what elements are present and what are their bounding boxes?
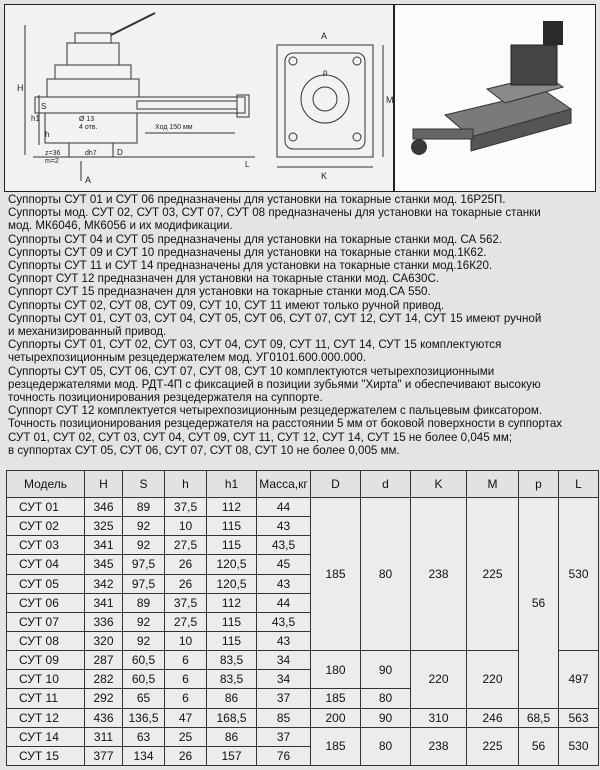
cell: 86 [207,727,257,746]
cell: СУТ 09 [7,651,85,670]
handwheel [237,95,249,117]
label-h: h [45,130,50,139]
cell: 134 [123,746,165,765]
cell: 341 [85,593,123,612]
header-m: M [467,471,519,498]
cell: 97,5 [123,574,165,593]
header-h1: h1 [207,471,257,498]
cell: 60,5 [123,651,165,670]
cell: 282 [85,670,123,689]
cell: 310 [411,708,467,727]
cell: 44 [257,498,311,517]
header-h: h [165,471,207,498]
cell: 68,5 [519,708,559,727]
label-m: m=2 [45,158,59,165]
cell: 43 [257,574,311,593]
cell: 287 [85,651,123,670]
cell: 34 [257,670,311,689]
cell: 43 [257,631,311,650]
label-d: D [117,148,123,157]
paragraph: Суппорты СУТ 01, СУТ 02, СУТ 03, СУТ 04, СУТ 09, СУТ 11, СУТ 14, СУТ 15 комплектуются четырехпозиционным резцедержателем мод. УГ0101.600.000.000. [8,338,502,365]
cell: 115 [207,631,257,650]
cell: 26 [165,746,207,765]
cell: 37 [257,727,311,746]
cell-merged: 225 [467,498,519,651]
cell: 97,5 [123,555,165,574]
cell: 436 [85,708,123,727]
cell: 6 [165,670,207,689]
photo-svg [395,5,595,191]
table-header-row [7,471,599,498]
cell: 115 [207,536,257,555]
paragraph: Суппорты СУТ 04 и СУТ 05 предназначены для установки на токарные станки мод. СА 562. [8,232,503,246]
header-model: Модель [7,471,85,498]
label-s: S [41,102,47,111]
top-view-hole-3 [289,133,297,141]
label-view-a: A [85,175,92,185]
cell: 83,5 [207,651,257,670]
cell-merged: 530 [559,727,599,765]
carriage-top [47,79,139,97]
cell-merged: 530 [559,498,599,651]
label-stroke: Ход 150 мм [155,124,193,131]
cell: 27,5 [165,536,207,555]
cell: 185 [311,689,361,708]
label-h1: h1 [31,114,40,123]
cell: 112 [207,498,257,517]
top-view-ring [301,75,349,123]
cell: 37 [257,689,311,708]
cell: 336 [85,612,123,631]
paragraph: Суппорт СУТ 15 предназначен для установки на токарные станки мод.СА 550. [8,285,431,299]
header-s: S [123,471,165,498]
cell: 27,5 [165,612,207,631]
cell-merged: 220 [411,651,467,708]
cell-merged: 185 [311,727,361,765]
cell: 26 [165,555,207,574]
cell-merged: 56 [519,727,559,765]
cell: 115 [207,517,257,536]
cell-merged: 90 [361,651,411,689]
paragraph: Суппорты мод. СУТ 02, СУТ 03, СУТ 07, СУТ 08 предназначены для установки на токарные станки мод. МК6046, МК6056 и их модификации. [8,206,541,233]
cell: 377 [85,746,123,765]
label-z: z=36 [45,150,61,157]
label-k: K [321,171,328,181]
cell: 320 [85,631,123,650]
cell-merged: 225 [467,727,519,765]
label-h-total: H [17,83,24,93]
paragraph: Суппорты СУТ 01 и СУТ 06 предназначены для установки на токарные станки мод. 16Р25П. [8,193,506,206]
feed-screw [137,101,237,109]
label-top-a: A [321,31,328,41]
header-d-outer: D [311,471,361,498]
cell: 26 [165,574,207,593]
cell: 92 [123,536,165,555]
header-p: p [519,471,559,498]
top-view-hole-4 [353,133,361,141]
cell: СУТ 10 [7,670,85,689]
cell: 86 [207,689,257,708]
header-h-total: H [85,471,123,498]
cell: 157 [207,746,257,765]
cell: 92 [123,612,165,631]
header-k: K [411,471,467,498]
cell: СУТ 15 [7,746,85,765]
product-photo [394,4,596,192]
header-d-inner: d [361,471,411,498]
paragraph: Точность позиционирования резцедержателя на расстоянии 5 мм от боковой поверхности в суппортах СУТ 01, СУТ 02, СУТ 03, СУТ 04, СУТ 09, СУТ 11, СУТ 12, СУТ 14, СУТ 15 не более 0,045 мм; в суппортах СУТ 05, СУТ 06, СУТ 07, СУТ 08, СУТ 10 не более 0,005 мм. [8,417,563,457]
carriage-base [35,97,245,113]
cell: 120,5 [207,555,257,574]
cell-merged: 238 [411,498,467,651]
cell: 89 [123,498,165,517]
cell: СУТ 08 [7,631,85,650]
paragraph: Суппорты СУТ 09 и СУТ 10 предназначены для установки на токарные станки мод.1К62. [8,245,487,259]
cell: 37,5 [165,498,207,517]
cell-merged: 80 [361,727,411,765]
cell-merged: 238 [411,727,467,765]
top-view-bore [313,87,337,111]
paragraph: Суппорты СУТ 11 и СУТ 14 предназначены для установки на токарные станки мод.16К20. [8,259,493,273]
cell: 47 [165,708,207,727]
drawing-svg [5,5,393,191]
cell-merged: 497 [559,651,599,708]
cell: 65 [123,689,165,708]
table-row [7,708,599,727]
label-l: L [245,160,250,169]
cell: СУТ 07 [7,612,85,631]
cell: СУТ 03 [7,536,85,555]
cell: 115 [207,612,257,631]
toolholder-shape [511,45,557,85]
cell: 80 [361,689,411,708]
spec-table [6,470,599,766]
cell: 342 [85,574,123,593]
cell: 85 [257,708,311,727]
table-row [7,651,599,670]
cell: 6 [165,689,207,708]
label-dh7: dh7 [85,150,97,157]
description-text [8,193,598,457]
cell: СУТ 11 [7,689,85,708]
cell: 136,5 [123,708,165,727]
cell: 37,5 [165,593,207,612]
label-holes: 4 отв. [79,124,98,131]
label-m-dim: M [386,95,393,105]
cell: 346 [85,498,123,517]
cell: 25 [165,727,207,746]
cell: 83,5 [207,670,257,689]
paragraph: Суппорт СУТ 12 комплектуется четырехпозиционным резцедержателем с пальцевым фиксатором. [8,404,543,418]
tool-post-body [67,43,119,65]
cell: СУТ 06 [7,593,85,612]
cell: 292 [85,689,123,708]
paragraph: Суппорты СУТ 02, СУТ 08, СУТ 09, СУТ 10, СУТ 11 имеют только ручной привод. [8,298,445,312]
technical-drawing [4,4,394,192]
cell: 60,5 [123,670,165,689]
cell: 6 [165,651,207,670]
cell: 43,5 [257,536,311,555]
cell-merged: 56 [519,498,559,709]
cell: 10 [165,517,207,536]
cell: 43,5 [257,612,311,631]
label-diameter: Ø 13 [79,116,95,123]
cell: 341 [85,536,123,555]
cell: 120,5 [207,574,257,593]
cell-merged: 185 [311,498,361,651]
cell: 76 [257,746,311,765]
cell: 89 [123,593,165,612]
cell-merged: 80 [361,498,411,651]
cell: 44 [257,593,311,612]
cell: 168,5 [207,708,257,727]
handwheel-shape [411,139,427,155]
header-mass: Масса,кг [257,471,311,498]
cell: 246 [467,708,519,727]
label-p: p [323,68,328,77]
cell: СУТ 12 [7,708,85,727]
paragraph: Суппорты СУТ 01, СУТ 03, СУТ 04, СУТ 05, СУТ 06, СУТ 07, СУТ 12, СУТ 14, СУТ 15 имеют ручной и механизированный привод. [8,311,542,339]
cell: 63 [123,727,165,746]
cell: 563 [559,708,599,727]
cell: 345 [85,555,123,574]
cell: СУТ 14 [7,727,85,746]
toolholder-handle-shape [543,21,563,45]
cell: СУТ 05 [7,574,85,593]
screw-shape [413,129,473,139]
table-row [7,498,599,517]
header-l: L [559,471,599,498]
cell: 43 [257,517,311,536]
cell: 325 [85,517,123,536]
cell-merged: 220 [467,651,519,708]
cell: 10 [165,631,207,650]
cell: 90 [361,708,411,727]
cell: СУТ 02 [7,517,85,536]
cell: СУТ 04 [7,555,85,574]
cell: 112 [207,593,257,612]
tool-post-handle [111,13,155,35]
tool-post-top [75,33,111,43]
cell: 200 [311,708,361,727]
cell-merged: 180 [311,651,361,689]
cell: 311 [85,727,123,746]
cell: 92 [123,517,165,536]
cell: 92 [123,631,165,650]
paragraph: Суппорты СУТ 05, СУТ 06, СУТ 07, СУТ 08, СУТ 10 комплектуются четырехпозиционными резцедержателями мод. РДТ-4П с фиксацией в позиции зубьями "Хирта" и обеспечивают высокую точность позиционирования резцедержателя на суппорте. [8,364,541,405]
paragraph: Суппорт СУТ 12 предназначен для установки на токарные станки мод. СА630С. [8,272,440,286]
cell: СУТ 01 [7,498,85,517]
top-view-hole-1 [289,57,297,65]
cross-slide [55,65,131,79]
top-view-hole-2 [353,57,361,65]
cell: 34 [257,651,311,670]
cell: 45 [257,555,311,574]
table-row [7,727,599,746]
